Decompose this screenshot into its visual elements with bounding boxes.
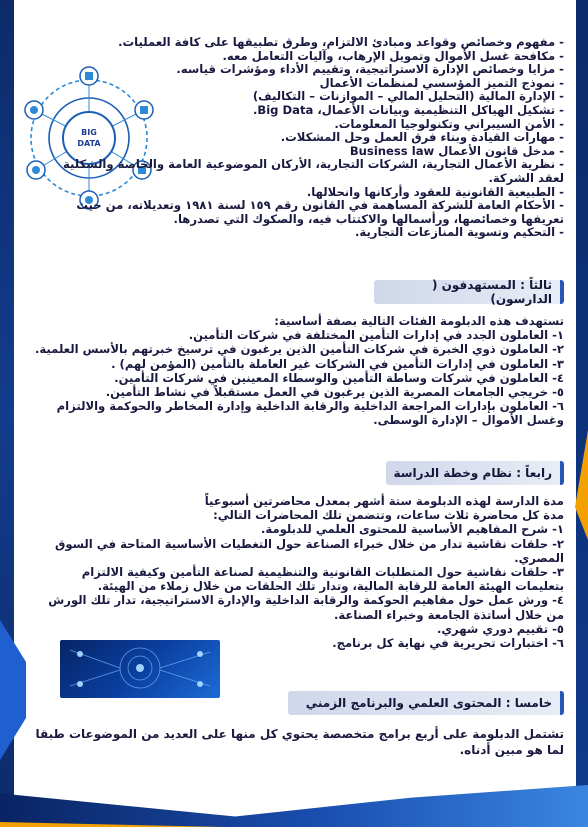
section-4-line: مدة كل محاضرة ثلاث ساعات، وتتضمن تلك المحاضرات التالي: xyxy=(213,508,564,523)
section-5-body xyxy=(34,726,564,758)
section-3-item: ٥- خريجي الجامعات المصرية الذين يرغبون في العمل مستقبلاً في نشاط التأمين. xyxy=(105,385,564,400)
section-3-body xyxy=(34,314,564,428)
section-3-header xyxy=(374,280,564,304)
intro-bullet-item: - الأحكام العامة للشركة المساهمة في القانون رقم ١٥٩ لسنة ١٩٨١ وتعديلاته، من حيث تعريفها وخصائصها، ورأسمالها والاكتتاب فيه، والصكوك التي تصدرها. xyxy=(44,199,564,226)
intro-bullet-item: - نموذج التميز المؤسسي لمنظمات الأعمال xyxy=(44,77,564,91)
section-3-item: ١- العاملون الجدد في إدارات التأمين المختلفة في شركات التأمين. xyxy=(188,328,564,343)
frame-left-accent xyxy=(0,620,26,760)
section-3-item: ٤- العاملون في شركات وساطة التأمين والوسطاء المعينين في شركات التأمين. xyxy=(114,370,564,385)
intro-bullet-item: - الطبيعية القانونية للعقود وأركانها وانحلالها. xyxy=(44,186,564,200)
intro-bullet-item: - التحكيم وتسوية المنازعات التجارية. xyxy=(44,226,564,240)
section-4-body xyxy=(34,494,564,650)
section-4-title: رابعاً : نظام وخطة الدراسة xyxy=(393,466,552,480)
section-5-text: تشتمل الدبلومة على أربع برامج متخصصة يحتوي كل منها على العديد من الموضوعات طبقا لما هو مبين أدناه. xyxy=(35,727,564,757)
intro-bullet-item: - الإدارة المالية (التحليل المالي – الموازنات – التكاليف) xyxy=(44,90,564,104)
section-4-line: ٢- حلقات نقاشية تدار من خلال خبراء الصناعة حول التغطيات الأساسية المتاحة في السوق المصري. xyxy=(54,536,564,565)
intro-bullet-list xyxy=(44,36,564,240)
section-5-title: خامسا : المحتوى العلمي والبرنامج الزمني xyxy=(305,696,552,710)
section-3-item: ٦- العاملون بإدارات المراجعة الداخلية والرقابة الداخلية وإدارة المخاطر والحوكمة والالتزام وغسل الأموال – الإدارة الوسطى. xyxy=(56,399,564,428)
intro-bullet-item: - مكافحة غسل الأموال وتمويل الإرهاب، وآليات التعامل معه. xyxy=(44,50,564,64)
section-4-line: ٤- ورش عمل حول مفاهيم الحوكمة والرقابة الداخلية والإدارة الاستراتيجية، تدار تلك الورش من خلال أساتذة الجامعة وخبراء الصناعة. xyxy=(48,593,564,622)
section-4-header xyxy=(386,461,564,485)
section-3-item: ٣- العاملون في إدارات التأمين في الشركات غير العاملة بالتأمين (المؤمن لهم) . xyxy=(111,356,564,371)
intro-bullet-item: - مفهوم وخصائص وقواعد ومبادئ الالتزام، وطرق تطبيقها على كافة العمليات. xyxy=(44,36,564,50)
big-data-label-2: DATA xyxy=(77,139,101,148)
section-3-intro: تستهدف هذه الدبلومة الفئات التالية بصفة أساسية: xyxy=(274,314,564,328)
big-data-label-1: BIG xyxy=(81,128,97,137)
frame-bottom-wave xyxy=(0,785,588,827)
section-5-header xyxy=(288,691,564,715)
section-4-line: ٥- تقييم دوري شهري. xyxy=(436,621,564,636)
intro-bullet-item: - مهارات القيادة وبناء فرق العمل وحل المشكلات. xyxy=(44,131,564,145)
section-3-title: ثالثاً : المستهدفون ( الدارسون) xyxy=(432,278,552,306)
section-4-line: ١- شرح المفاهيم الأساسية للمحتوى العلمي للدبلومة. xyxy=(261,522,564,537)
technology-photo xyxy=(60,640,220,698)
frame-right-border xyxy=(576,0,588,827)
section-4-line: مدة الدارسة لهذه الدبلومة ستة أشهر بمعدل محاضرتين أسبوعياً xyxy=(204,494,564,508)
section-4-line: ٦- اختبارات تحريرية في نهاية كل برنامج. xyxy=(332,636,564,651)
intro-bullet-item: - تشكيل الهياكل التنظيمية وبيانات الأعمال، Big Data. xyxy=(44,104,564,118)
section-4-line: ٣- حلقات نقاشية حول المتطلبات القانونية والتنظيمية لصناعة التأمين وكيفية الالتزام بتعليمات الهيئة العامة للرقابة المالية، وتدار تلك الحلقات من خلال زملاء من الهيئة. xyxy=(81,565,564,594)
intro-bullet-item: - نظرية الأعمال التجارية، الشركات التجارية، الأركان الموضوعية العامة والخاصة والشكلية لعقد الشركة. xyxy=(44,158,564,185)
intro-bullet-item: - الأمن السيبراني وتكنولوجيا المعلومات. xyxy=(44,118,564,132)
intro-bullet-item: - مزايا وخصائص الإدارة الاستراتيجية، وتقييم الأداء ومؤشرات قياسه. xyxy=(44,63,564,77)
section-3-item: ٢- العاملون ذوي الخبرة في شركات التأمين الذين يرغبون في ترسيخ خبرتهم بالأسس العلمية. xyxy=(35,342,564,357)
intro-bullet-item: - مدخل قانون الأعمال Business law xyxy=(44,145,564,159)
